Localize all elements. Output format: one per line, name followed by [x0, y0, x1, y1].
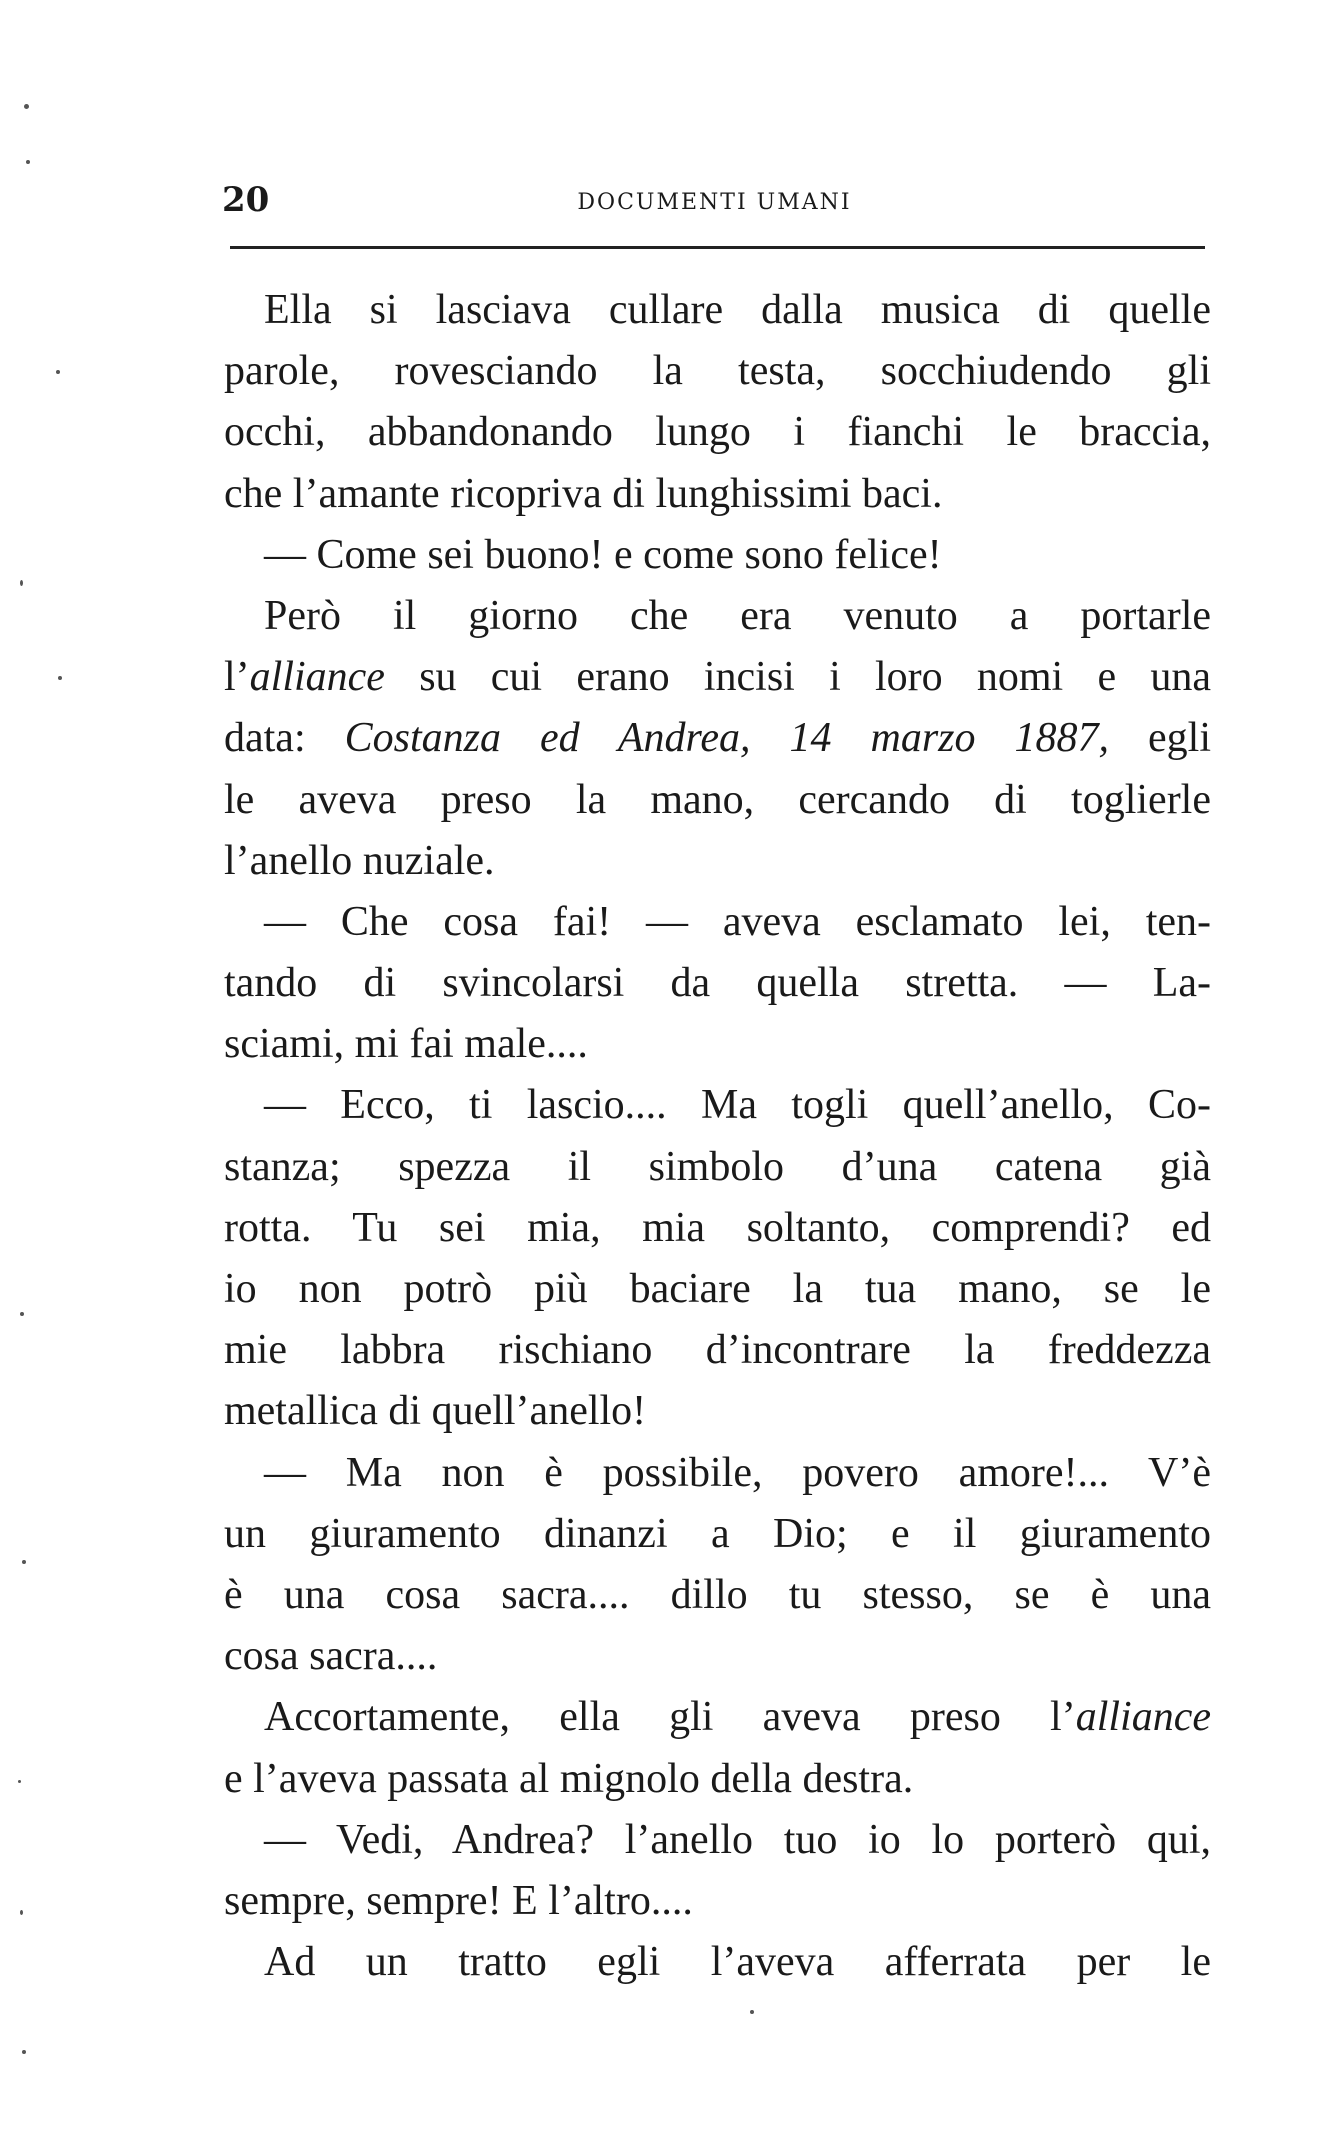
text-line [224, 1137, 1211, 1198]
scan-speck [20, 1312, 24, 1316]
text-line [224, 1381, 1211, 1442]
scan-speck [20, 1910, 23, 1915]
text-segment: sempre, sempre! E l’altro.... [224, 1877, 693, 1924]
text-line [224, 892, 1211, 953]
text-segment: e l’aveva passata al mignolo della destra. [224, 1755, 914, 1802]
text-line [224, 708, 1211, 769]
scan-speck [26, 160, 30, 164]
text-segment: Accortamente, ella gli aveva preso l’ [264, 1694, 1076, 1741]
text-line [224, 647, 1211, 708]
italic-text: alliance [1075, 1694, 1211, 1741]
text-line [224, 1871, 1211, 1932]
body-text [224, 280, 1211, 1993]
running-title: DOCUMENTI UMANI [577, 190, 852, 215]
text-segment: — Come sei buono! e come sono felice! [264, 531, 942, 578]
text-segment: egli [1109, 715, 1211, 762]
text-line [224, 1565, 1211, 1626]
scan-speck [24, 104, 29, 109]
text-line [224, 1443, 1211, 1504]
text-segment: è una cosa sacra.... dillo tu stesso, se è una [224, 1571, 1211, 1618]
text-line [224, 525, 1211, 586]
text-line [224, 770, 1211, 831]
text-segment: Però il giorno che era venuto a portarle [264, 592, 1211, 639]
text-line [224, 1687, 1211, 1748]
text-segment: data: [224, 715, 345, 762]
text-segment: sciami, mi fai male.... [224, 1021, 588, 1068]
text-segment: — Ma non è possibile, povero amore!... V’è [264, 1449, 1211, 1496]
text-segment: parole, rovesciando la testa, socchiudendo gli [224, 348, 1211, 395]
scan-speck [22, 1560, 26, 1564]
scan-speck [750, 2010, 754, 2014]
text-segment: l’anello nuziale. [224, 837, 495, 884]
text-line [224, 1014, 1211, 1075]
text-segment: tando di svincolarsi da quella stretta. — La- [224, 960, 1211, 1007]
text-segment: mie labbra rischiano d’incontrare la freddezza [224, 1327, 1211, 1374]
text-line [224, 1259, 1211, 1320]
scan-speck [58, 676, 62, 680]
text-segment: le aveva preso la mano, cercando di toglierle [224, 776, 1211, 823]
text-segment: occhi, abbandonando lungo i fianchi le braccia, [224, 409, 1211, 456]
text-segment: un giuramento dinanzi a Dio; e il giuramento [224, 1510, 1211, 1557]
text-line [224, 1810, 1211, 1871]
text-line [224, 280, 1211, 341]
scan-speck [56, 370, 60, 374]
text-line [224, 1198, 1211, 1259]
text-segment: Ad un tratto egli l’aveva afferrata per le [264, 1939, 1211, 1986]
text-segment: che l’amante ricopriva di lunghissimi baci. [224, 470, 943, 517]
text-line [224, 1626, 1211, 1687]
text-line [224, 1932, 1211, 1993]
italic-text: alliance [249, 654, 385, 701]
text-segment: rotta. Tu sei mia, mia soltanto, comprendi? ed [224, 1204, 1211, 1251]
text-line [224, 1504, 1211, 1565]
text-segment: — Vedi, Andrea? l’anello tuo io lo porterò qui, [264, 1816, 1211, 1863]
italic-text: Costanza ed Andrea, 14 marzo 1887, [344, 715, 1110, 762]
text-segment: metallica di quell’anello! [224, 1388, 647, 1435]
header-rule [230, 246, 1205, 249]
text-line [224, 402, 1211, 463]
text-line [224, 831, 1211, 892]
text-segment: — Che cosa fai! — aveva esclamato lei, ten- [264, 898, 1211, 945]
scan-speck [18, 1780, 21, 1783]
text-segment: cosa sacra.... [224, 1633, 438, 1680]
text-line [224, 1749, 1211, 1810]
text-line [224, 953, 1211, 1014]
text-segment: io non potrò più baciare la tua mano, se le [224, 1266, 1211, 1312]
text-segment: Ella si lasciava cullare dalla musica di quelle [264, 287, 1211, 333]
text-line [224, 341, 1211, 402]
scan-speck [22, 2050, 26, 2054]
text-segment: stanza; spezza il simbolo d’una catena già [224, 1143, 1211, 1190]
text-segment: — Ecco, ti lascio.... Ma togli quell’anello, Co- [264, 1082, 1211, 1129]
text-line [224, 1075, 1211, 1136]
page-number: 20 [222, 180, 270, 220]
page-header [222, 176, 1207, 228]
text-line [224, 464, 1211, 525]
text-segment: l’ [224, 654, 250, 701]
text-line [224, 586, 1211, 647]
text-line [224, 1320, 1211, 1381]
scan-speck [20, 580, 23, 586]
text-segment: su cui erano incisi i loro nomi e una [384, 654, 1211, 701]
